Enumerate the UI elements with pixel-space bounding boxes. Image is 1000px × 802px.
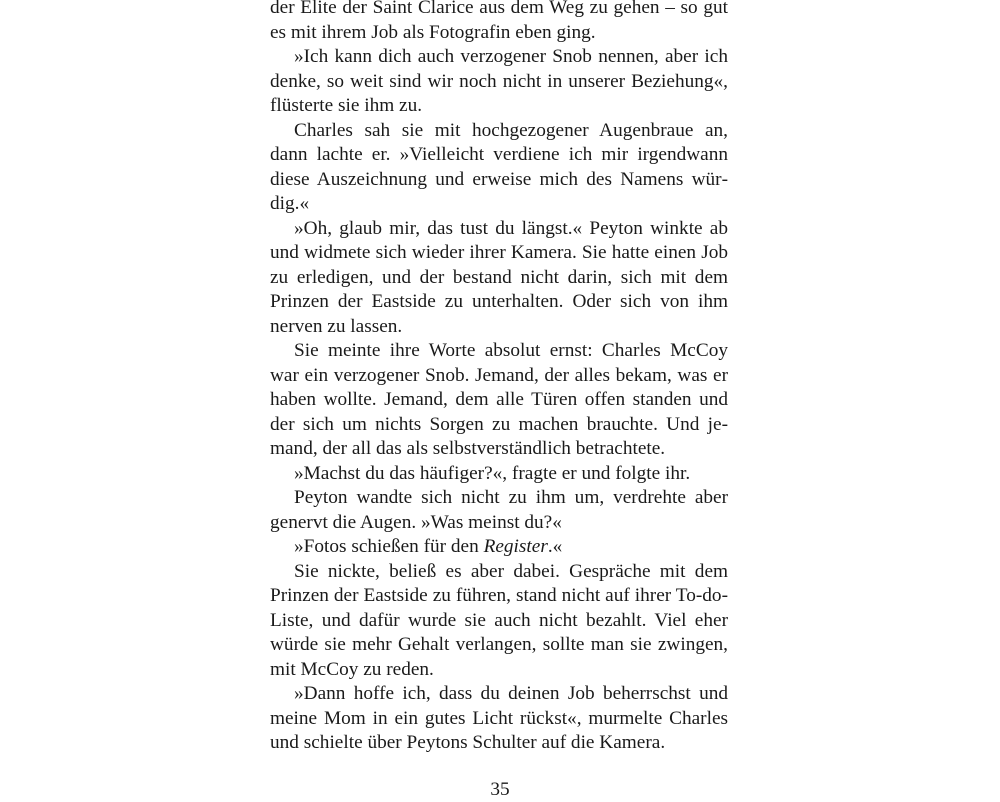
paragraph: Sie meinte ihre Worte absolut ernst: Charles McCoy war ein verzogener Snob. Jemand, der alles bekam, was er haben wollte. Jemand, dem alle Türen offen standen und der sich um nichts Sorgen zu machen brauchte. Und jemand, der all das als selbstverständlich betrachtete. bbox=[270, 340, 728, 459]
paragraph-text: »Fotos schießen für den bbox=[294, 536, 484, 557]
paragraph: »Dann hoffe ich, dass du deinen Job beherrschst und meine Mom in ein gutes Licht rückst«, murmelte Charles und schielte über Peytons Schulter auf die Kamera. bbox=[270, 683, 728, 753]
paragraph: »Oh, glaub mir, das tust du längst.« Peyton winkte ab und widmete sich wieder ihrer Kamera. Sie hatte einen Job zu erledigen, und der bestand nicht darin, sich mit dem Prinzen der Eastside zu unterhalten. Oder sich von ihm nerven zu lassen. bbox=[270, 217, 728, 337]
page-number: 35 bbox=[490, 779, 510, 800]
newspaper-title: Register bbox=[483, 536, 548, 557]
paragraph bbox=[270, 535, 728, 560]
paragraph: Charles sah sie mit hochgezogener Augenbraue an, dann lachte er. »Vielleicht verdiene ich mir irgendwann diese Auszeichnung und erweise mich des Namens würdig.« bbox=[270, 119, 728, 214]
paragraph-text: .« bbox=[547, 536, 563, 557]
paragraph: »Ich kann dich auch verzogener Snob nennen, aber ich denke, so weit sind wir noch nicht in unserer Beziehung«, flüsterte sie ihm zu. bbox=[270, 46, 728, 116]
paragraph: Peyton wandte sich nicht zu ihm um, verdrehte aber genervt die Augen. »Was meinst du?« bbox=[270, 487, 728, 533]
paragraph: der Elite der Saint Clarice aus dem Weg zu gehen – so gut es mit ihrem Job als Fotografin eben ging. bbox=[270, 0, 728, 43]
body-text bbox=[270, 0, 728, 756]
paragraph: »Machst du das häufiger?«, fragte er und folgte ihr. bbox=[294, 462, 691, 484]
paragraph: Sie nickte, beließ es aber dabei. Gespräche mit dem Prinzen der Eastside zu führen, stand nicht auf ihrer To-do-Liste, und dafür wurde sie auch nicht bezahlt. Viel eher würde sie mehr Gehalt verlangen, sollte man sie zwingen, mit McCoy zu reden. bbox=[270, 560, 728, 680]
